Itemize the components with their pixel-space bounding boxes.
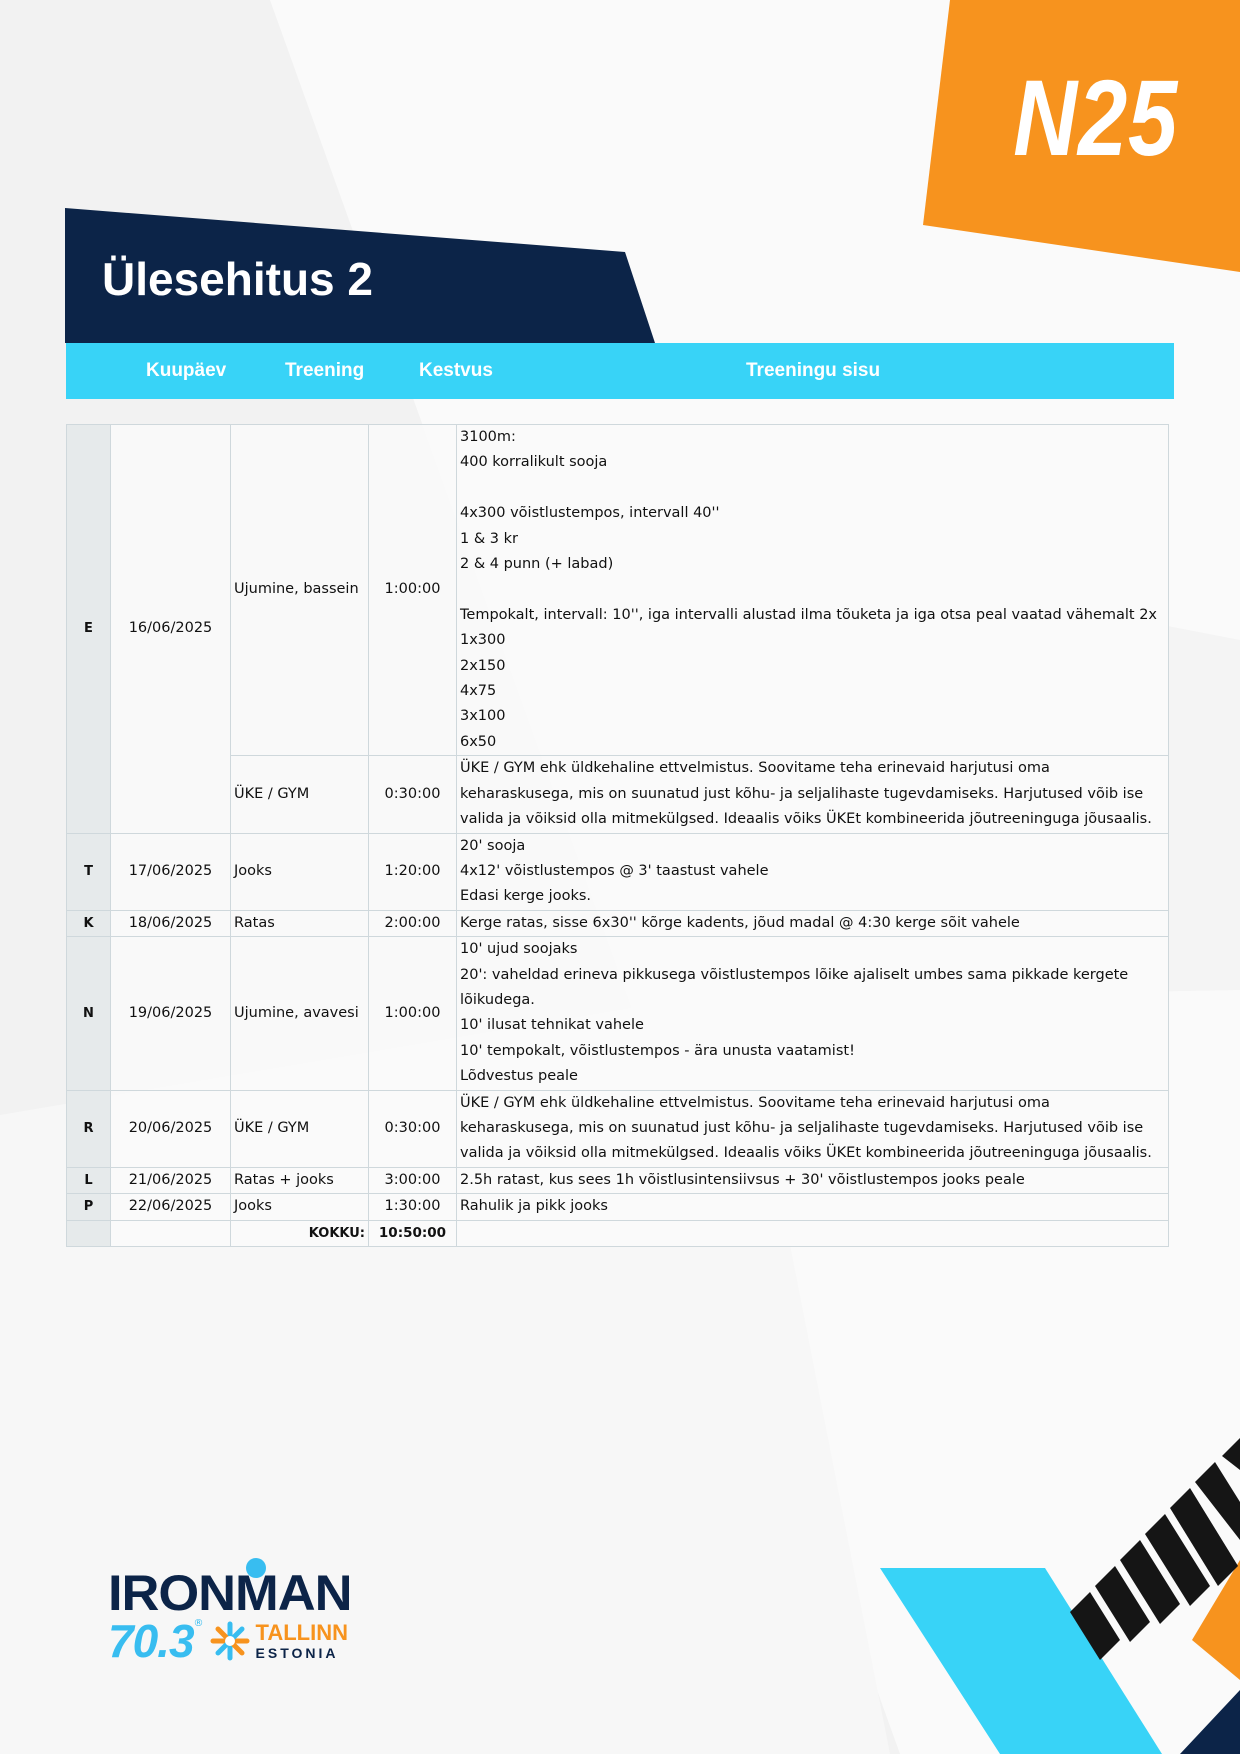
date-cell: 19/06/2025: [111, 937, 231, 1090]
day-cell: N: [67, 937, 111, 1090]
duration-cell: 1:20:00: [369, 833, 457, 910]
date-cell-empty: [111, 1220, 231, 1246]
content-cell: Kerge ratas, sisse 6x30'' kõrge kadents, jõud madal @ 4:30 kerge sõit vahele: [457, 910, 1169, 936]
date-cell: 17/06/2025: [111, 833, 231, 910]
week-badge: N25: [1013, 57, 1178, 178]
duration-cell: 1:30:00: [369, 1194, 457, 1220]
training-cell: ÜKE / GYM: [231, 756, 369, 833]
date-cell: 20/06/2025: [111, 1090, 231, 1167]
training-cell: Ujumine, avavesi: [231, 937, 369, 1090]
content-cell: ÜKE / GYM ehk üldkehaline ettvelmistus. Soovitame teha erinevaid harjutusi oma keharaskusega, mis on suunatud just kõhu- ja seljalihaste tugevdamiseks. Harjutused võib ise valida ja võiksid olla mitmekülgsed. Ideaalis võiks ÜKEt kombineerida jõutreeninguga jõusaalis.: [457, 1090, 1169, 1167]
date-cell: 16/06/2025: [111, 425, 231, 834]
table-header-bar: [66, 343, 1174, 399]
day-cell: T: [67, 833, 111, 910]
content-cell: ÜKE / GYM ehk üldkehaline ettvelmistus. Soovitame teha erinevaid harjutusi oma keharaskusega, mis on suunatud just kõhu- ja seljalihaste tugevdamiseks. Harjutused võib ise valida ja võiksid olla mitmekülgsed. Ideaalis võiks ÜKEt kombineerida jõutreeninguga jõusaalis.: [457, 756, 1169, 833]
day-cell-empty: [67, 1220, 111, 1246]
table-row: [67, 833, 1169, 910]
duration-cell: 3:00:00: [369, 1167, 457, 1193]
logo-registered: ®: [193, 1618, 204, 1629]
duration-cell: 1:00:00: [369, 937, 457, 1090]
training-cell: ÜKE / GYM: [231, 1090, 369, 1167]
duration-cell: 0:30:00: [369, 1090, 457, 1167]
duration-cell: 0:30:00: [369, 756, 457, 833]
content-cell: 2.5h ratast, kus sees 1h võistlusintensiivsus + 30' võistlustempos jooks peale: [457, 1167, 1169, 1193]
duration-cell: 1:00:00: [369, 425, 457, 756]
content-cell: 3100m: 400 korralikult sooja 4x300 võistlustempos, intervall 40'' 1 & 3 kr 2 & 4 punn (+ labad) Tempokalt, intervall: 10'', iga intervalli alustad ilma tõuketa ja iga otsa peal vaatad vähemalt 2x 1x300 2x150 4x75 3x100 6x50: [457, 425, 1169, 756]
logo-subline: [108, 1615, 348, 1667]
ironman-logo: [108, 1565, 352, 1667]
header-date: Kuupäev: [146, 360, 227, 381]
duration-cell: 2:00:00: [369, 910, 457, 936]
day-cell: L: [67, 1167, 111, 1193]
header-duration: Kestvus: [419, 360, 493, 381]
total-value: 10:50:00: [369, 1220, 457, 1246]
training-cell: Jooks: [231, 1194, 369, 1220]
logo-brand: IRONMAN: [108, 1565, 352, 1621]
table-row: [67, 756, 1169, 833]
star-emblem-icon: [210, 1621, 250, 1661]
training-cell: Ratas: [231, 910, 369, 936]
training-plan-table: [66, 424, 1169, 1247]
logo-country: ESTONIA: [255, 1645, 339, 1661]
logo-city-block: [256, 1622, 348, 1660]
content-cell: 10' ujud soojaks 20': vaheldad erineva pikkusega võistlustempos lõike ajaliselt umbes sama pikkade kergete lõikudega. 10' ilusat tehnikat vahele 10' tempokalt, võistlustempos - ära unusta vaatamist! Lõdvestus peale: [457, 937, 1169, 1090]
day-cell: P: [67, 1194, 111, 1220]
logo-city: TALLINN: [255, 1620, 348, 1645]
date-cell: 18/06/2025: [111, 910, 231, 936]
table-row: [67, 1194, 1169, 1220]
date-cell: 21/06/2025: [111, 1167, 231, 1193]
header-training: Treening: [285, 360, 365, 381]
content-cell-empty: [457, 1220, 1169, 1246]
training-cell: Ratas + jooks: [231, 1167, 369, 1193]
total-row: [67, 1220, 1169, 1246]
header-content: Treeningu sisu: [746, 360, 881, 381]
table-row: [67, 937, 1169, 1090]
table-row: [67, 910, 1169, 936]
table-row: [67, 425, 1169, 756]
total-label: KOKKU:: [231, 1220, 369, 1246]
content-cell: 20' sooja 4x12' võistlustempos @ 3' taastust vahele Edasi kerge jooks.: [457, 833, 1169, 910]
day-cell: R: [67, 1090, 111, 1167]
training-cell: Ujumine, bassein: [231, 425, 369, 756]
day-cell: E: [67, 425, 111, 834]
logo-series: 70.3: [108, 1615, 194, 1667]
table-row: [67, 1090, 1169, 1167]
day-cell: K: [67, 910, 111, 936]
training-cell: Jooks: [231, 833, 369, 910]
table-row: [67, 1167, 1169, 1193]
page-title: Ülesehitus 2: [102, 253, 373, 305]
content-cell: Rahulik ja pikk jooks: [457, 1194, 1169, 1220]
date-cell: 22/06/2025: [111, 1194, 231, 1220]
